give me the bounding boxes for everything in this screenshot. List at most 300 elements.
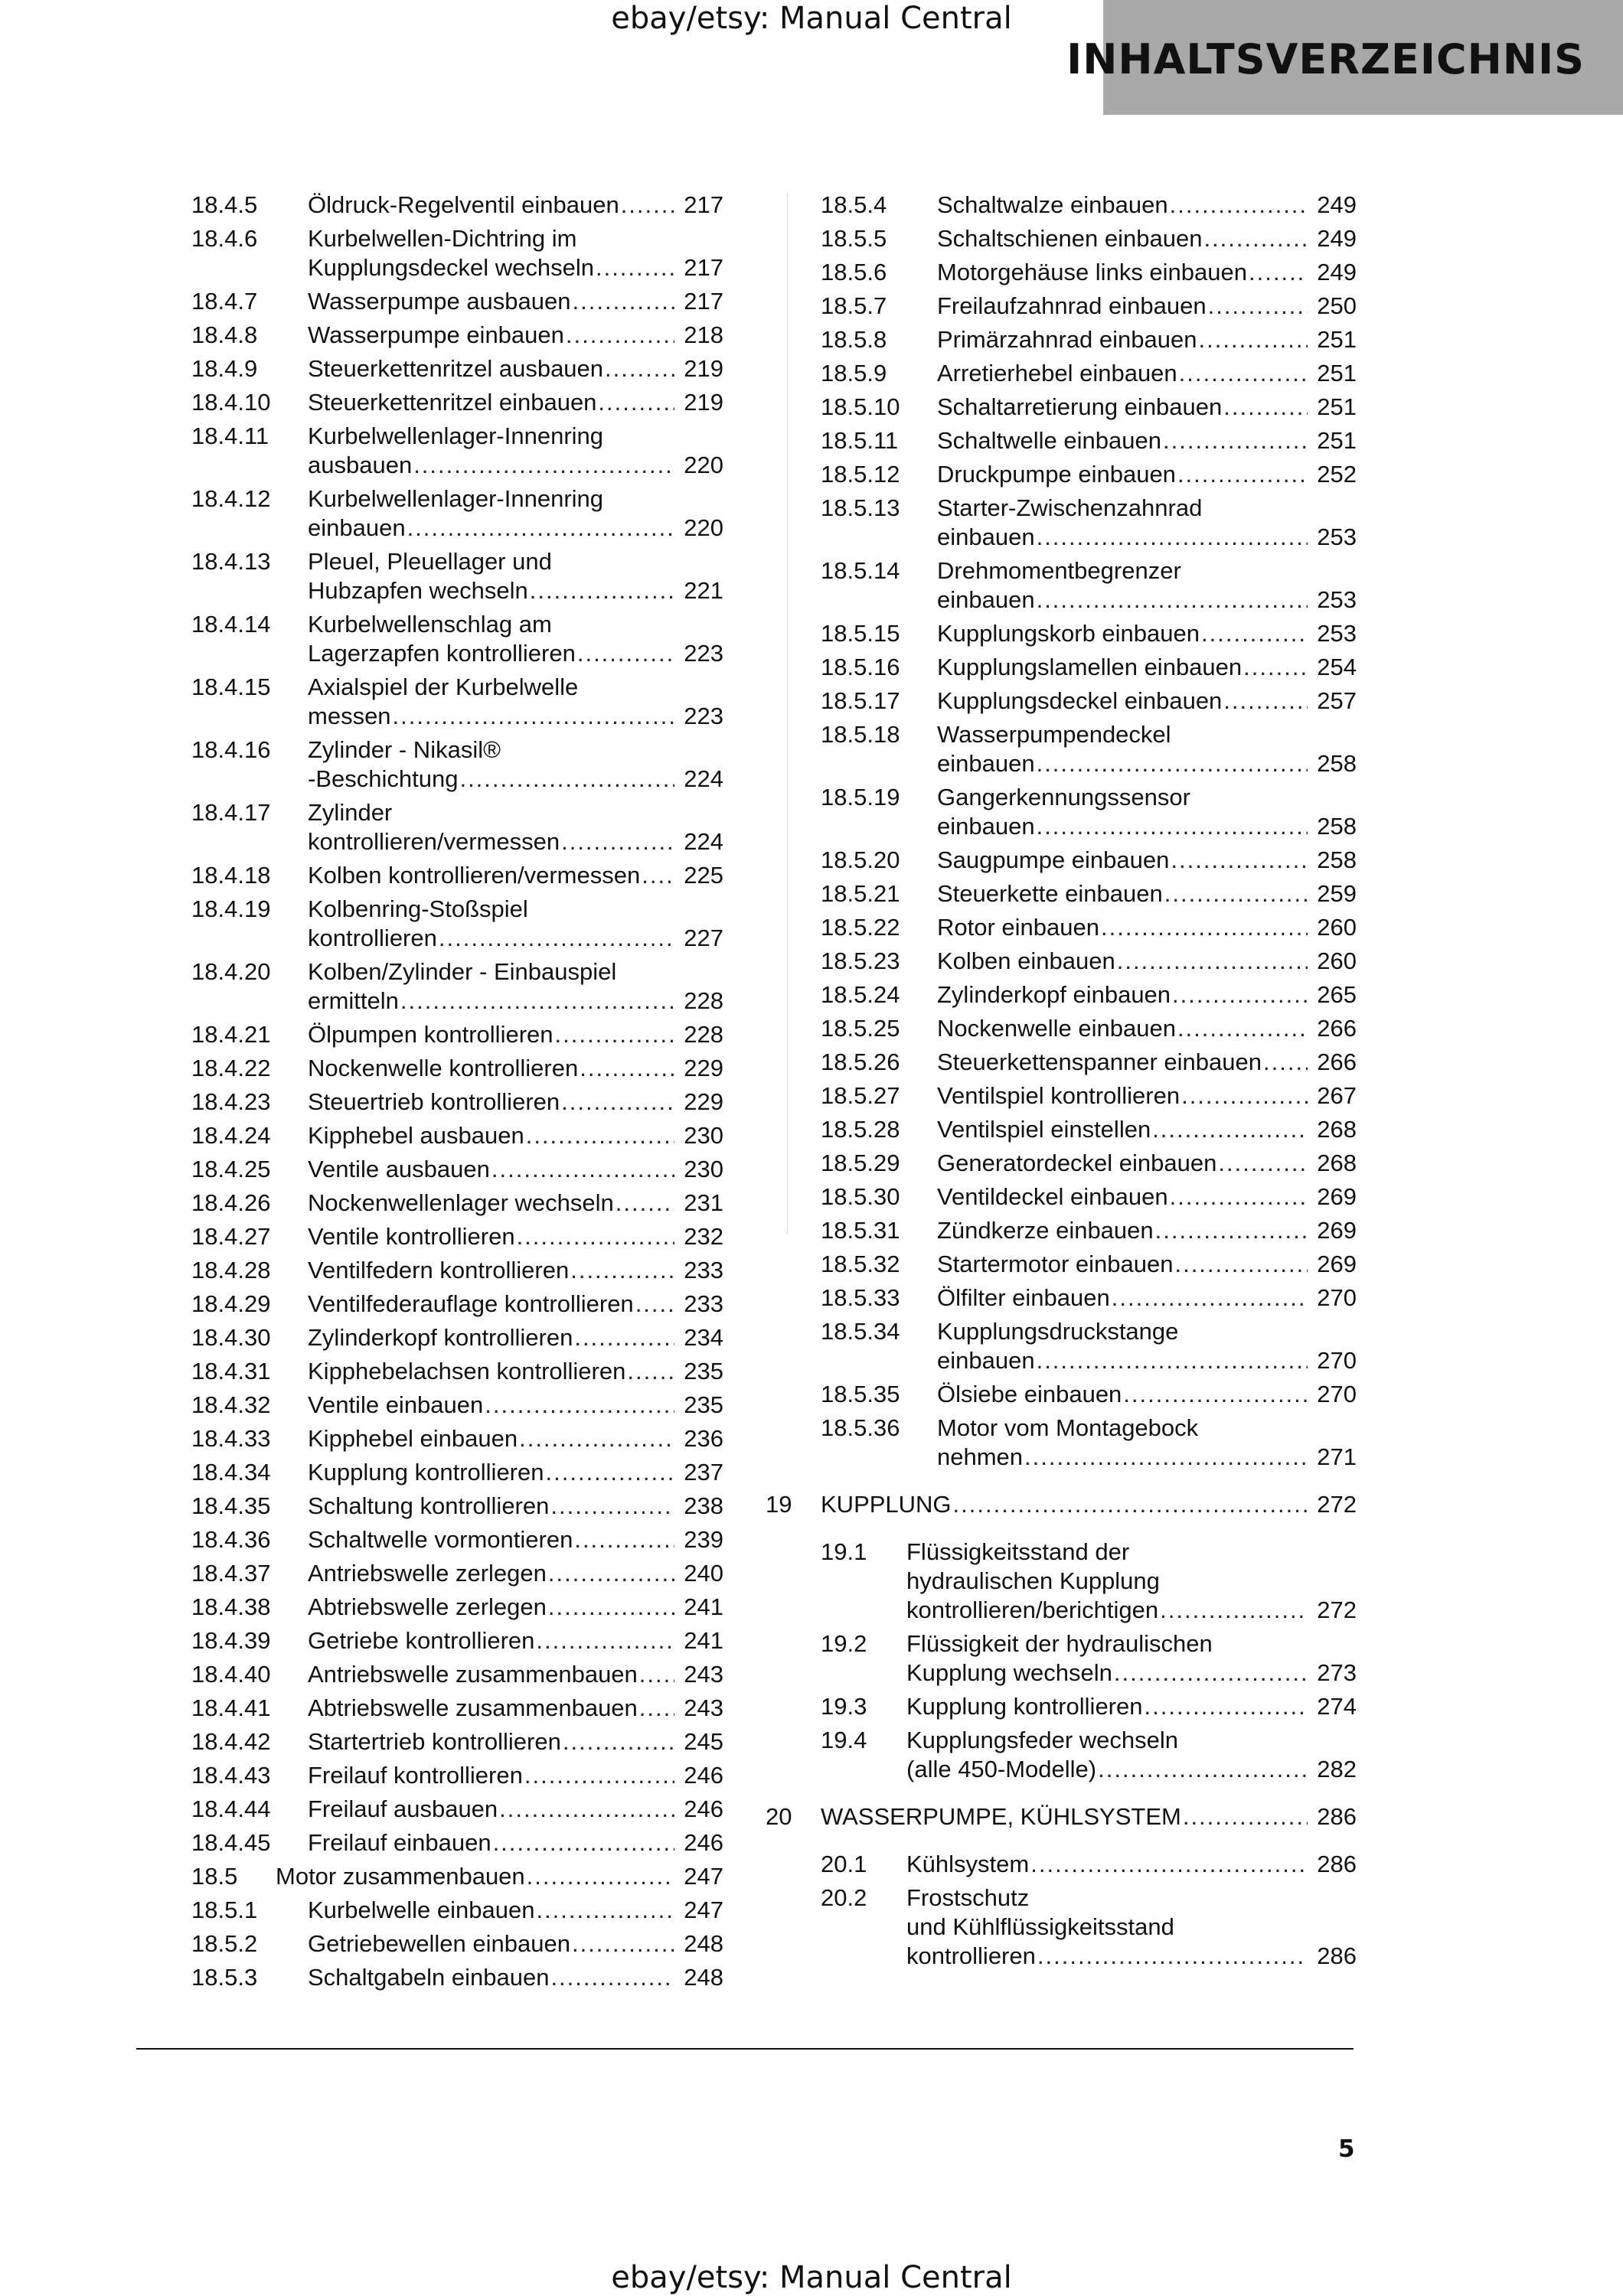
entry-number: 20.2	[821, 1884, 867, 1911]
toc-entry[interactable]	[191, 1186, 723, 1220]
toc-entry[interactable]	[191, 545, 723, 608]
toc-entry[interactable]	[191, 1456, 723, 1489]
dot-leader	[1179, 359, 1308, 388]
entry-text	[937, 1079, 1357, 1113]
entry-number: 18.4.22	[191, 1055, 271, 1081]
dot-leader	[1163, 426, 1308, 455]
entry-text	[937, 188, 1357, 222]
toc-entry[interactable]	[191, 1052, 723, 1085]
page-ref: 219	[684, 389, 723, 416]
dot-leader	[536, 1896, 674, 1925]
toc-entry[interactable]	[191, 1893, 723, 1927]
entry-number: 18.5.27	[821, 1082, 900, 1109]
entry-last-line	[906, 1596, 1357, 1625]
page-number: 5	[1338, 2135, 1355, 2163]
dot-leader	[1170, 1182, 1308, 1212]
entry-line: Kurbelwellenlager-Innenring	[308, 485, 604, 512]
entry-line: Wasserpumpe ausbauen	[308, 288, 571, 315]
toc-entry[interactable]	[821, 1881, 1357, 1973]
dot-leader	[598, 388, 674, 417]
dot-leader	[1024, 1443, 1308, 1472]
entry-number: 18.4.15	[191, 673, 271, 700]
toc-entry[interactable]	[191, 1523, 723, 1557]
toc-entry[interactable]	[191, 1287, 723, 1321]
entry-last-line	[308, 354, 723, 383]
page-ref: 286	[1317, 1851, 1357, 1877]
dot-leader	[1183, 1802, 1308, 1831]
entry-last-line	[308, 765, 723, 794]
entry-text	[937, 424, 1357, 458]
toc-entry[interactable]	[191, 1422, 723, 1456]
entry-line: Getriebewellen einbauen	[308, 1930, 570, 1957]
entry-line: Kipphebel ausbauen	[308, 1122, 524, 1149]
toc-entry[interactable]	[191, 419, 723, 482]
toc-entry[interactable]	[821, 1012, 1357, 1045]
entry-number: 18.4.40	[191, 1661, 271, 1688]
dot-leader	[1145, 1692, 1308, 1721]
entry-line: Startertrieb kontrollieren	[308, 1728, 561, 1755]
entry-line: Kipphebel einbauen	[308, 1425, 518, 1452]
entry-number: 18.4.20	[191, 958, 271, 985]
watermark-top: ebay/etsy: Manual Central	[611, 1, 1012, 36]
entry-last-line	[308, 1559, 723, 1588]
toc-entry[interactable]	[191, 859, 723, 892]
entry-number: 18.4.7	[191, 288, 258, 315]
toc-entry[interactable]	[821, 651, 1357, 684]
toc-entry[interactable]	[191, 318, 723, 352]
entry-line: Kolben/Zylinder - Einbauspiel	[308, 958, 617, 985]
dot-leader	[548, 1559, 674, 1588]
toc-entry[interactable]	[821, 877, 1357, 911]
dot-leader	[548, 1593, 674, 1622]
toc-entry[interactable]	[821, 491, 1357, 554]
toc-entry[interactable]	[821, 1281, 1357, 1315]
toc-entry[interactable]	[821, 781, 1357, 843]
entry-line: einbauen	[937, 586, 1035, 613]
entry-text	[937, 1247, 1357, 1281]
page-ref: 217	[684, 191, 723, 218]
entry-number: 18.4.29	[191, 1290, 271, 1317]
dot-leader	[574, 1323, 674, 1352]
entry-last-line	[308, 1694, 723, 1723]
entry-line: Ventilspiel kontrollieren	[937, 1082, 1181, 1109]
page-ref: 286	[1317, 1803, 1357, 1830]
toc-entry[interactable]	[191, 285, 723, 318]
entry-line: Ölsiebe einbauen	[937, 1381, 1122, 1407]
toc-entry[interactable]	[191, 1355, 723, 1388]
entry-number: 18.5.25	[821, 1015, 900, 1042]
page-ref: 270	[1317, 1381, 1357, 1407]
dot-leader	[1123, 1380, 1308, 1409]
dot-leader	[577, 639, 674, 668]
entry-text	[308, 1557, 723, 1590]
entry-text	[937, 1378, 1357, 1411]
page-ref: 274	[1317, 1693, 1357, 1720]
entry-line: Kurbelwellenschlag am	[308, 611, 552, 638]
toc-entry[interactable]	[191, 1321, 723, 1355]
entry-text	[308, 1321, 723, 1355]
dot-leader	[573, 287, 675, 316]
page-ref: 254	[1317, 654, 1357, 680]
dot-leader	[493, 1828, 674, 1857]
entry-text	[308, 222, 723, 285]
toc-entry[interactable]	[191, 1119, 723, 1153]
page-ref: 231	[684, 1189, 723, 1216]
entry-text	[937, 843, 1357, 877]
page-ref: 260	[1317, 914, 1357, 941]
dot-leader	[635, 1290, 674, 1319]
toc-entry[interactable]	[821, 1690, 1357, 1724]
entry-line: Ölpumpen kontrollieren	[308, 1021, 554, 1048]
toc-entry[interactable]	[191, 1018, 723, 1052]
entry-last-line	[906, 1692, 1357, 1721]
entry-line: Druckpumpe einbauen	[937, 461, 1176, 488]
entry-last-line	[308, 639, 723, 668]
entry-line: Schaltarretierung einbauen	[937, 393, 1223, 420]
toc-entry[interactable]	[191, 1792, 723, 1826]
toc-entry[interactable]	[191, 1691, 723, 1725]
entry-line: Kupplung wechseln	[906, 1659, 1112, 1686]
entry-number: 18.4.21	[191, 1021, 271, 1048]
entry-number: 20.1	[821, 1851, 867, 1877]
dot-leader	[550, 1492, 674, 1521]
toc-entry[interactable]	[191, 1759, 723, 1792]
entry-number: 18.5.10	[821, 393, 900, 420]
page-ref: 243	[684, 1694, 723, 1721]
entry-number: 18.5.22	[821, 914, 900, 941]
toc-entry[interactable]	[821, 1848, 1357, 1881]
entry-line: Motor vom Montagebock	[937, 1414, 1199, 1441]
toc-entry[interactable]	[821, 1315, 1357, 1378]
entry-number: 18.5.20	[821, 846, 900, 873]
entry-number: 19.4	[821, 1727, 867, 1753]
entry-line: Kupplungsdeckel wechseln	[308, 254, 594, 281]
dot-leader	[459, 765, 674, 794]
toc-chapter[interactable]	[766, 1800, 1357, 1834]
entry-line: einbauen	[937, 813, 1035, 840]
toc-entry[interactable]	[191, 1388, 723, 1422]
entry-text	[937, 289, 1357, 323]
entry-line: Kupplungsfeder wechseln	[906, 1727, 1179, 1753]
toc-entry[interactable]	[191, 1658, 723, 1691]
entry-text	[308, 482, 723, 545]
entry-text	[308, 1220, 723, 1254]
page-ref: 229	[684, 1055, 723, 1081]
dot-leader	[1203, 224, 1308, 253]
entry-last-line	[308, 1424, 723, 1453]
entry-line: Gangerkennungssensor	[937, 784, 1190, 810]
page-ref: 246	[684, 1762, 723, 1789]
entry-text	[906, 1724, 1357, 1786]
page-ref: 269	[1317, 1217, 1357, 1244]
entry-line: Hubzapfen wechseln	[308, 577, 528, 604]
entry-number: 18.5.35	[821, 1381, 900, 1407]
entry-text	[937, 554, 1357, 617]
entry-last-line	[937, 619, 1357, 648]
toc-entry[interactable]	[821, 390, 1357, 424]
entry-last-line	[308, 1525, 723, 1554]
toc-entry[interactable]	[821, 458, 1357, 491]
toc-entry[interactable]	[191, 670, 723, 733]
entry-number: 18.4.36	[191, 1526, 271, 1553]
entry-line: ermitteln	[308, 987, 399, 1014]
toc-entry[interactable]	[191, 1085, 723, 1119]
page-ref: 218	[684, 321, 723, 348]
entry-number: 18.4.37	[191, 1560, 271, 1587]
entry-number: 18.5.2	[191, 1930, 258, 1957]
toc-entry[interactable]	[821, 1411, 1357, 1474]
entry-number: 18.4.30	[191, 1324, 271, 1351]
toc-entry[interactable]	[191, 1489, 723, 1523]
toc-entry[interactable]	[821, 222, 1357, 256]
entry-last-line	[308, 287, 723, 316]
dot-leader	[1171, 846, 1308, 875]
dot-leader	[407, 514, 674, 543]
toc-entry[interactable]	[191, 1254, 723, 1287]
toc-entry[interactable]	[821, 1045, 1357, 1079]
dot-leader	[1160, 1596, 1308, 1625]
toc-entry[interactable]	[821, 1180, 1357, 1214]
entry-last-line	[308, 924, 723, 953]
entry-number: 18.5.11	[821, 427, 899, 454]
page-ref: 251	[1317, 360, 1357, 386]
entry-number: 18.5.15	[821, 620, 900, 647]
toc-entry[interactable]	[191, 1927, 723, 1961]
toc-entry[interactable]	[821, 617, 1357, 651]
toc-entry[interactable]	[821, 1247, 1357, 1281]
page-ref: 223	[684, 703, 723, 729]
toc-entry[interactable]	[191, 1961, 723, 1994]
entry-text	[308, 1388, 723, 1422]
entry-line: Rotor einbauen	[937, 914, 1099, 941]
entry-number: 18.5.19	[821, 784, 900, 810]
toc-entry[interactable]	[191, 1220, 723, 1254]
chapter-line	[821, 1490, 1357, 1519]
entry-text	[308, 955, 723, 1018]
entry-last-line	[308, 514, 723, 543]
toc-entry[interactable]	[191, 1860, 723, 1893]
toc-entry[interactable]	[191, 955, 723, 1018]
entry-line: Zylinder	[308, 799, 393, 826]
entry-number: 18.4.8	[191, 321, 258, 348]
entry-text	[308, 608, 723, 670]
toc-entry[interactable]	[821, 554, 1357, 617]
toc-entry[interactable]	[821, 289, 1357, 323]
toc-entry[interactable]	[821, 424, 1357, 458]
entry-line: Freilauf ausbauen	[308, 1795, 498, 1822]
page-ref: 268	[1317, 1116, 1357, 1143]
entry-last-line	[308, 1761, 723, 1790]
dot-leader	[605, 354, 674, 383]
toc-entry[interactable]	[821, 1378, 1357, 1411]
entry-last-line	[937, 879, 1357, 908]
toc-entry[interactable]	[191, 188, 723, 222]
toc-entry[interactable]	[821, 256, 1357, 289]
entry-last-line	[937, 1115, 1357, 1144]
entry-line: Ventile kontrollieren	[308, 1223, 515, 1250]
toc-chapter[interactable]	[766, 1488, 1357, 1521]
entry-number: 18.5.3	[191, 1964, 258, 1991]
entry-line: Arretierhebel einbauen	[937, 360, 1177, 386]
toc-entry[interactable]	[821, 323, 1357, 357]
toc-entry[interactable]	[821, 944, 1357, 978]
dot-leader	[566, 321, 674, 350]
entry-text	[308, 1961, 723, 1994]
entry-line: Kühlsystem	[906, 1851, 1030, 1877]
page-ref: 220	[684, 514, 723, 541]
dot-leader	[1249, 258, 1308, 287]
toc-entry[interactable]	[191, 1725, 723, 1759]
page-ref: 219	[684, 355, 723, 382]
dot-leader	[1263, 1048, 1308, 1077]
page-ref: 253	[1317, 523, 1357, 550]
entry-number: 18.5.28	[821, 1116, 900, 1143]
entry-number: 18.4.26	[191, 1189, 271, 1216]
entry-line: Steuertrieb kontrollieren	[308, 1088, 560, 1115]
entry-text	[937, 1146, 1357, 1180]
chapter-title	[821, 1800, 1357, 1834]
toc-entry[interactable]	[191, 482, 723, 545]
entry-number: 18.4.42	[191, 1728, 271, 1755]
entry-number: 18.5.31	[821, 1217, 900, 1244]
entry-last-line	[308, 1626, 723, 1655]
entry-number: 18.4.41	[191, 1694, 271, 1721]
entry-last-line	[308, 1155, 723, 1184]
entry-text	[937, 781, 1357, 843]
dot-leader	[1152, 1115, 1308, 1144]
entry-line: Steuerkette einbauen	[937, 880, 1163, 907]
dot-leader	[1037, 749, 1308, 778]
entry-last-line	[308, 321, 723, 350]
page-ref: 252	[1317, 461, 1357, 488]
dot-leader	[1030, 1850, 1308, 1879]
entry-text	[937, 1045, 1357, 1079]
page-ref: 249	[1317, 259, 1357, 285]
entry-text	[308, 1792, 723, 1826]
dot-leader	[572, 1929, 674, 1958]
toc-entry[interactable]	[191, 1624, 723, 1658]
toc-entry[interactable]	[821, 1535, 1357, 1627]
page-ref: 270	[1317, 1284, 1357, 1311]
toc-entry[interactable]	[191, 733, 723, 796]
toc-entry[interactable]	[191, 796, 723, 859]
entry-number: 18.5.17	[821, 687, 900, 714]
entry-number: 18.4.38	[191, 1593, 271, 1620]
entry-last-line	[308, 987, 723, 1016]
entry-line: Zündkerze einbauen	[937, 1217, 1154, 1244]
dot-leader	[1112, 1283, 1308, 1313]
toc-entry[interactable]	[821, 1627, 1357, 1690]
entry-last-line	[308, 1189, 723, 1218]
entry-text	[937, 944, 1357, 978]
entry-text	[308, 318, 723, 352]
entry-last-line	[937, 191, 1357, 220]
entry-text	[906, 1881, 1357, 1973]
entry-last-line	[937, 1443, 1357, 1472]
entry-last-line	[937, 224, 1357, 253]
toc-entry[interactable]	[191, 892, 723, 955]
dot-leader	[1037, 1942, 1308, 1971]
toc-entry[interactable]	[821, 843, 1357, 877]
entry-number: 18.4.23	[191, 1088, 271, 1115]
entry-text	[308, 733, 723, 796]
entry-last-line	[308, 191, 723, 220]
toc-entry[interactable]	[821, 1113, 1357, 1146]
page-ref: 223	[684, 640, 723, 667]
toc-entry[interactable]	[821, 1724, 1357, 1786]
entry-line: Kupplungsdeckel einbauen	[937, 687, 1223, 714]
toc-entry[interactable]	[821, 188, 1357, 222]
entry-text	[308, 188, 723, 222]
dot-leader	[1164, 879, 1308, 908]
toc-entry[interactable]	[191, 1826, 723, 1860]
toc-entry[interactable]	[191, 386, 723, 419]
entry-line: Steuerkettenritzel einbauen	[308, 389, 597, 416]
entry-text	[308, 1153, 723, 1186]
dot-leader	[524, 1761, 674, 1790]
page-ref: 247	[684, 1896, 723, 1923]
entry-text	[308, 1186, 723, 1220]
entry-text	[937, 1315, 1357, 1378]
toc-entry[interactable]	[821, 911, 1357, 944]
toc-entry[interactable]	[821, 1079, 1357, 1113]
toc-entry[interactable]	[191, 608, 723, 670]
entry-last-line	[937, 1216, 1357, 1245]
toc-entry[interactable]	[821, 684, 1357, 718]
toc-entry[interactable]	[821, 1146, 1357, 1180]
entry-number: 18.4.16	[191, 736, 271, 763]
entry-number: 18.5.16	[821, 654, 900, 680]
entry-number: 18.4.39	[191, 1627, 271, 1654]
entry-last-line	[937, 1346, 1357, 1375]
toc-entry[interactable]	[191, 1590, 723, 1624]
entry-line: Freilauf kontrollieren	[308, 1762, 523, 1789]
toc-entry[interactable]	[821, 978, 1357, 1012]
toc-entry[interactable]	[191, 1153, 723, 1186]
toc-entry[interactable]	[821, 718, 1357, 781]
entry-line: Frostschutz	[906, 1884, 1030, 1911]
toc-entry[interactable]	[821, 1214, 1357, 1247]
dot-leader	[527, 1862, 674, 1891]
entry-text	[308, 1254, 723, 1287]
entry-line: einbauen	[937, 750, 1035, 777]
entry-number: 18.4.31	[191, 1358, 271, 1384]
dot-leader	[574, 1525, 674, 1554]
dot-leader	[596, 253, 674, 282]
toc-entry[interactable]	[191, 1557, 723, 1590]
entry-line: Kolben einbauen	[937, 947, 1115, 974]
toc-entry[interactable]	[191, 352, 723, 386]
entry-line: Flüssigkeit der hydraulischen	[906, 1630, 1213, 1657]
page-ref: 217	[684, 254, 723, 281]
dot-leader	[1243, 653, 1308, 682]
entry-text	[308, 1085, 723, 1119]
entry-last-line	[308, 1492, 723, 1521]
entry-line: Ventilfederauflage kontrollieren	[308, 1290, 634, 1317]
page-ref: 258	[1317, 750, 1357, 777]
entry-text	[308, 419, 723, 482]
entry-text	[308, 352, 723, 386]
entry-text	[308, 1018, 723, 1052]
entry-last-line	[308, 1593, 723, 1622]
entry-number: 18.5.9	[821, 360, 887, 386]
page-ref: 224	[684, 828, 723, 855]
toc-entry[interactable]	[821, 357, 1357, 390]
entry-last-line	[937, 1081, 1357, 1110]
entry-last-line	[308, 1963, 723, 1992]
toc-entry[interactable]	[191, 222, 723, 285]
section-title: INHALTSVERZEICHNIS	[1066, 35, 1585, 83]
